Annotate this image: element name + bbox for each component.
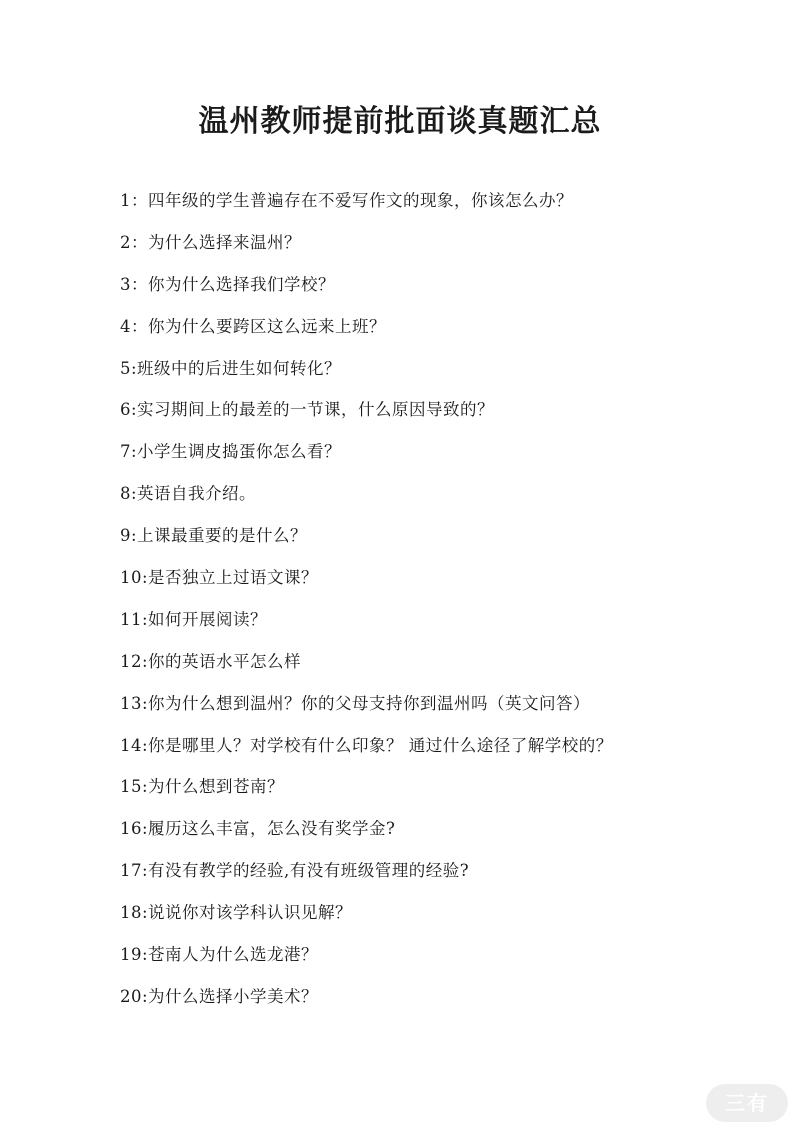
question-item: 1：四年级的学生普遍存在不爱写作文的现象，你该怎么办？ <box>120 191 573 210</box>
question-item: 11:如何开展阅读？ <box>120 609 268 629</box>
question-list <box>120 187 760 1025</box>
question-item: 20:为什么选择小学美术？ <box>120 986 319 1006</box>
question-item: 9:上课最重要的是什么？ <box>120 526 308 546</box>
question-item: 7:小学生调皮捣蛋你怎么看？ <box>120 442 342 462</box>
question-item: 3：你为什么选择我们学校？ <box>120 274 335 294</box>
question-item: 4：你为什么要跨区这么远来上班？ <box>120 316 386 336</box>
question-item: 2：为什么选择来温州？ <box>120 232 301 252</box>
question-item: 12:你的英语水平怎么样 <box>120 651 302 671</box>
question-item: 10:是否独立上过语文课？ <box>120 568 319 588</box>
question-item: 6:实习期间上的最差的一节课，什么原因导致的？ <box>120 400 495 420</box>
question-item: 19:苍南人为什么选龙港？ <box>120 945 319 965</box>
page-title: 温州教师提前批面谈真题汇总 <box>198 104 602 139</box>
question-item: 13:你为什么想到温州？你的父母支持你到温州吗（英文问答） <box>120 693 591 713</box>
question-item: 14:你是哪里人？对学校有什么印象？ 通过什么途径了解学校的？ <box>120 735 613 755</box>
question-item: 5:班级中的后进生如何转化？ <box>120 358 342 378</box>
question-item: 18:说说你对该学科认识见解？ <box>120 903 353 923</box>
question-item: 8:英语自我介绍。 <box>120 484 257 504</box>
question-item: 17:有没有教学的经验,有没有班级管理的经验? <box>120 861 470 881</box>
question-item: 15:为什么想到苍南？ <box>120 777 285 797</box>
question-item: 16:履历这么丰富，怎么没有奖学金? <box>120 819 396 839</box>
watermark-logo: 三有 <box>706 1084 788 1122</box>
